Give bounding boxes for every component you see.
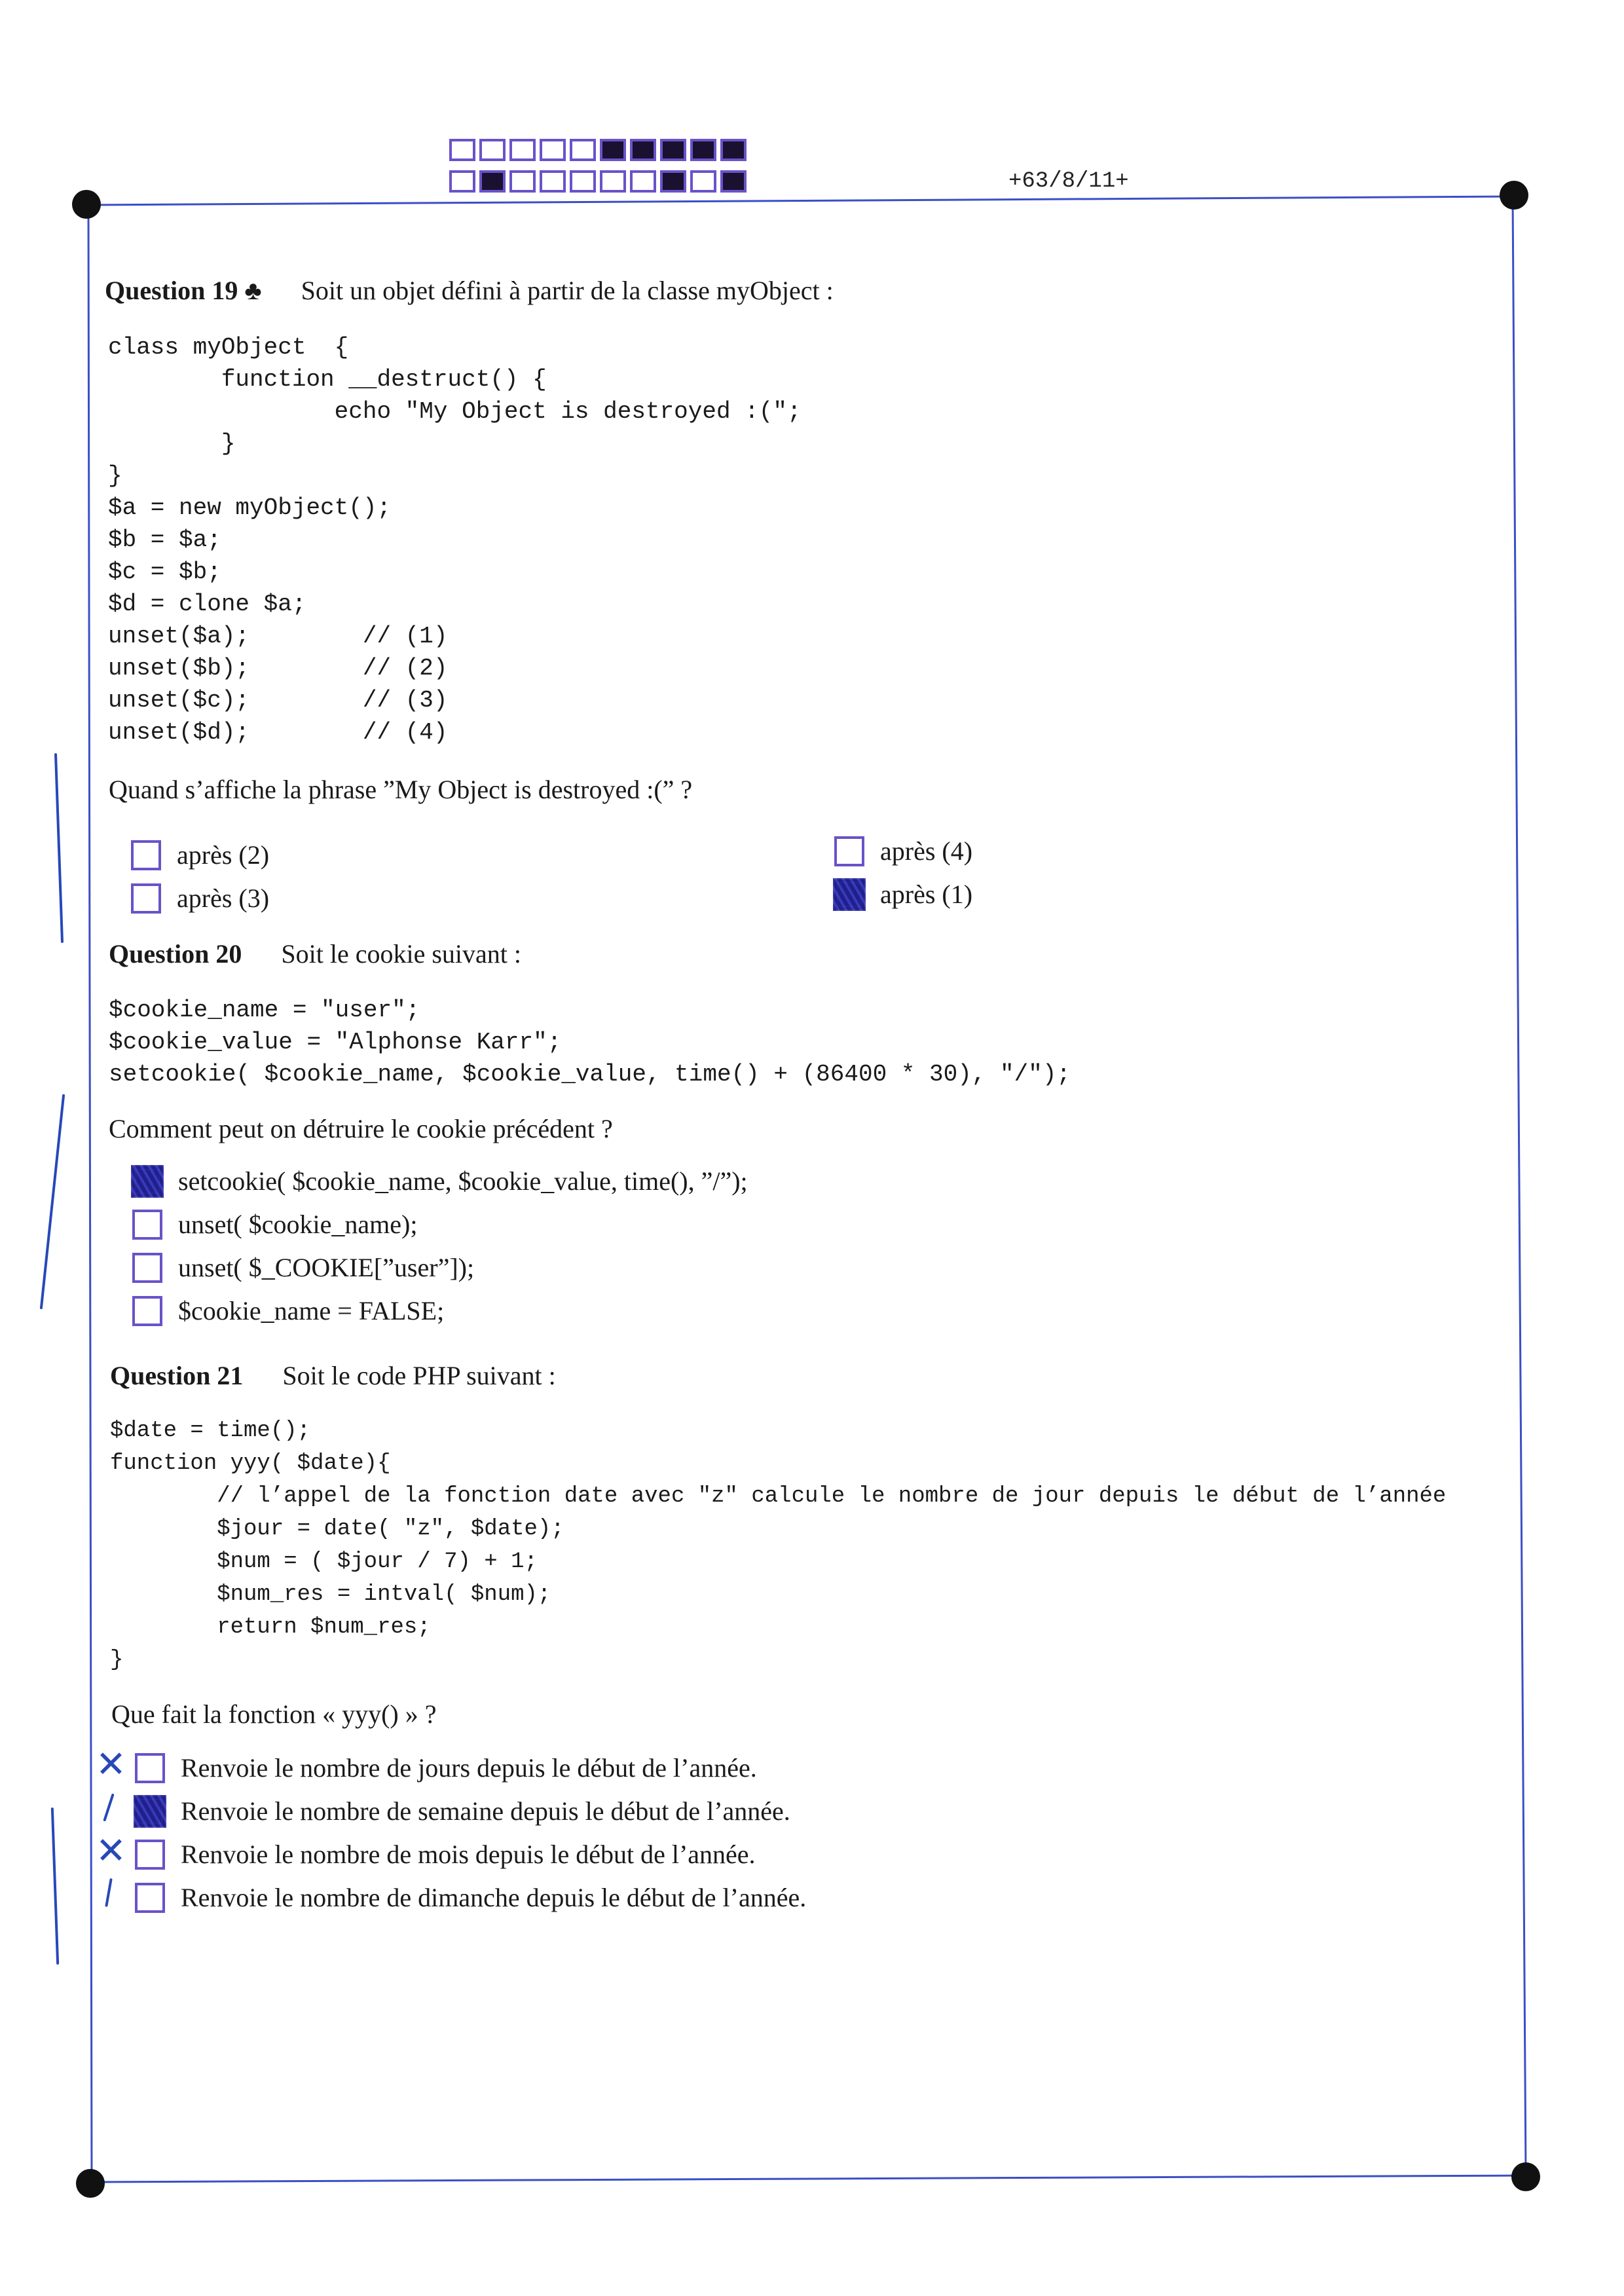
question-text: Soit le code PHP suivant : [282, 1361, 556, 1390]
option-label: après (1) [880, 880, 973, 909]
checkbox[interactable] [132, 1210, 162, 1240]
option-label: unset( $cookie_name); [178, 1210, 418, 1239]
code-block-q21: $date = time(); function yyy( $date){ // l’appel de la fonction date avec "z" calcule le nombre de jour depuis le début de l’année $jour = date( "z", $date); $num = ( $jour / 7) + 1; $num_res = intval( $num); return $num_res; } [110, 1418, 1447, 1673]
checkbox[interactable] [131, 883, 161, 914]
question-label: Question 19 ♣ [105, 276, 262, 305]
question-text: Soit un objet défini à partir de la classe myObject : [301, 276, 834, 305]
option-label: Renvoie le nombre de jours depuis le début de l’année. [181, 1753, 757, 1783]
option-label: setcookie( $cookie_name, $cookie_value, time(), ”/”); [178, 1166, 748, 1196]
binary-bit [509, 139, 536, 161]
q21-option-1[interactable] [135, 1752, 757, 1783]
question-text: Soit le cookie suivant : [281, 939, 521, 969]
code-block-q19: class myObject { function __destruct() { echo "My Object is destroyed :("; } } $a = new myObject(); $b = $a; $c = $b; $d = clone $a; unset($a); // (1) unset($b); // (2) unset($c); // (3) unset($d); // (4) [108, 334, 802, 746]
q20-option-2[interactable] [132, 1209, 417, 1240]
binary-bit [570, 139, 596, 161]
checkbox[interactable] [132, 1253, 162, 1283]
q19-option-1[interactable] [131, 840, 269, 870]
q21-option-2[interactable] [135, 1796, 790, 1826]
binary-bit [660, 139, 686, 161]
option-label: après (2) [177, 840, 270, 870]
binary-bit [479, 170, 506, 193]
checkbox[interactable] [135, 1883, 165, 1913]
cross-mark-icon: ✕ [96, 1743, 126, 1786]
option-label: Renvoie le nombre de semaine depuis le début de l’année. [181, 1796, 790, 1826]
binary-code-top [449, 139, 750, 161]
option-label: unset( $_COOKIE[”user”]); [178, 1253, 475, 1282]
checkbox[interactable] [132, 1296, 162, 1326]
binary-bit [600, 170, 626, 193]
checkbox[interactable] [131, 840, 161, 870]
checkbox-checked[interactable] [132, 1166, 162, 1196]
question-20-prompt: Comment peut on détruire le cookie précédent ? [109, 1114, 613, 1143]
question-19-header [105, 275, 834, 306]
checkbox-checked[interactable] [834, 880, 864, 910]
option-label: Renvoie le nombre de dimanche depuis le début de l’année. [181, 1883, 807, 1912]
binary-bit [449, 170, 475, 193]
question-20-header [109, 938, 521, 969]
q20-option-1[interactable] [132, 1166, 748, 1196]
binary-code-bottom [449, 170, 750, 193]
question-label: Question 20 [109, 939, 242, 969]
question-21-prompt: Que fait la fonction « yyy() » ? [111, 1699, 437, 1729]
checkbox[interactable] [834, 836, 864, 866]
corner-dot-br [1511, 2162, 1540, 2191]
binary-bit [509, 170, 536, 193]
q21-option-3[interactable] [135, 1839, 756, 1870]
binary-bit [540, 170, 566, 193]
binary-bit [690, 139, 716, 161]
binary-bit [600, 139, 626, 161]
binary-bit [630, 139, 656, 161]
binary-bit [720, 170, 747, 193]
checkbox-checked[interactable] [135, 1796, 165, 1826]
checkbox[interactable] [135, 1840, 165, 1870]
corner-dot-tr [1500, 181, 1528, 210]
checkbox[interactable] [135, 1753, 165, 1783]
question-19-prompt: Quand s’affiche la phrase ”My Object is destroyed :(” ? [109, 775, 693, 804]
code-block-q20: $cookie_name = "user"; $cookie_value = "Alphonse Karr"; setcookie( $cookie_name, $cookie_value, time() + (86400 * 30), "/"); [109, 997, 1071, 1088]
q19-option-3[interactable] [834, 836, 972, 866]
corner-dot-tl [72, 190, 101, 219]
binary-bit [720, 139, 747, 161]
binary-bit [570, 170, 596, 193]
q20-option-3[interactable] [132, 1252, 474, 1283]
question-label: Question 21 [110, 1361, 244, 1390]
binary-bit [690, 170, 716, 193]
binary-bit [660, 170, 686, 193]
cross-mark-icon: ✕ [96, 1830, 126, 1872]
q21-option-4[interactable] [135, 1882, 806, 1913]
option-label: après (3) [177, 883, 270, 913]
option-label: Renvoie le nombre de mois depuis le début de l’année. [181, 1840, 756, 1869]
binary-bit [449, 139, 475, 161]
corner-dot-bl [76, 2169, 105, 2198]
option-label: $cookie_name = FALSE; [178, 1296, 445, 1325]
question-21-header [110, 1360, 556, 1391]
q19-option-2[interactable] [131, 883, 269, 914]
q20-option-4[interactable] [132, 1295, 444, 1326]
option-label: après (4) [880, 836, 973, 866]
binary-bit [540, 139, 566, 161]
q19-option-4[interactable] [834, 879, 972, 910]
binary-bit [630, 170, 656, 193]
page-id: +63/8/11+ [1008, 169, 1129, 194]
binary-bit [479, 139, 506, 161]
